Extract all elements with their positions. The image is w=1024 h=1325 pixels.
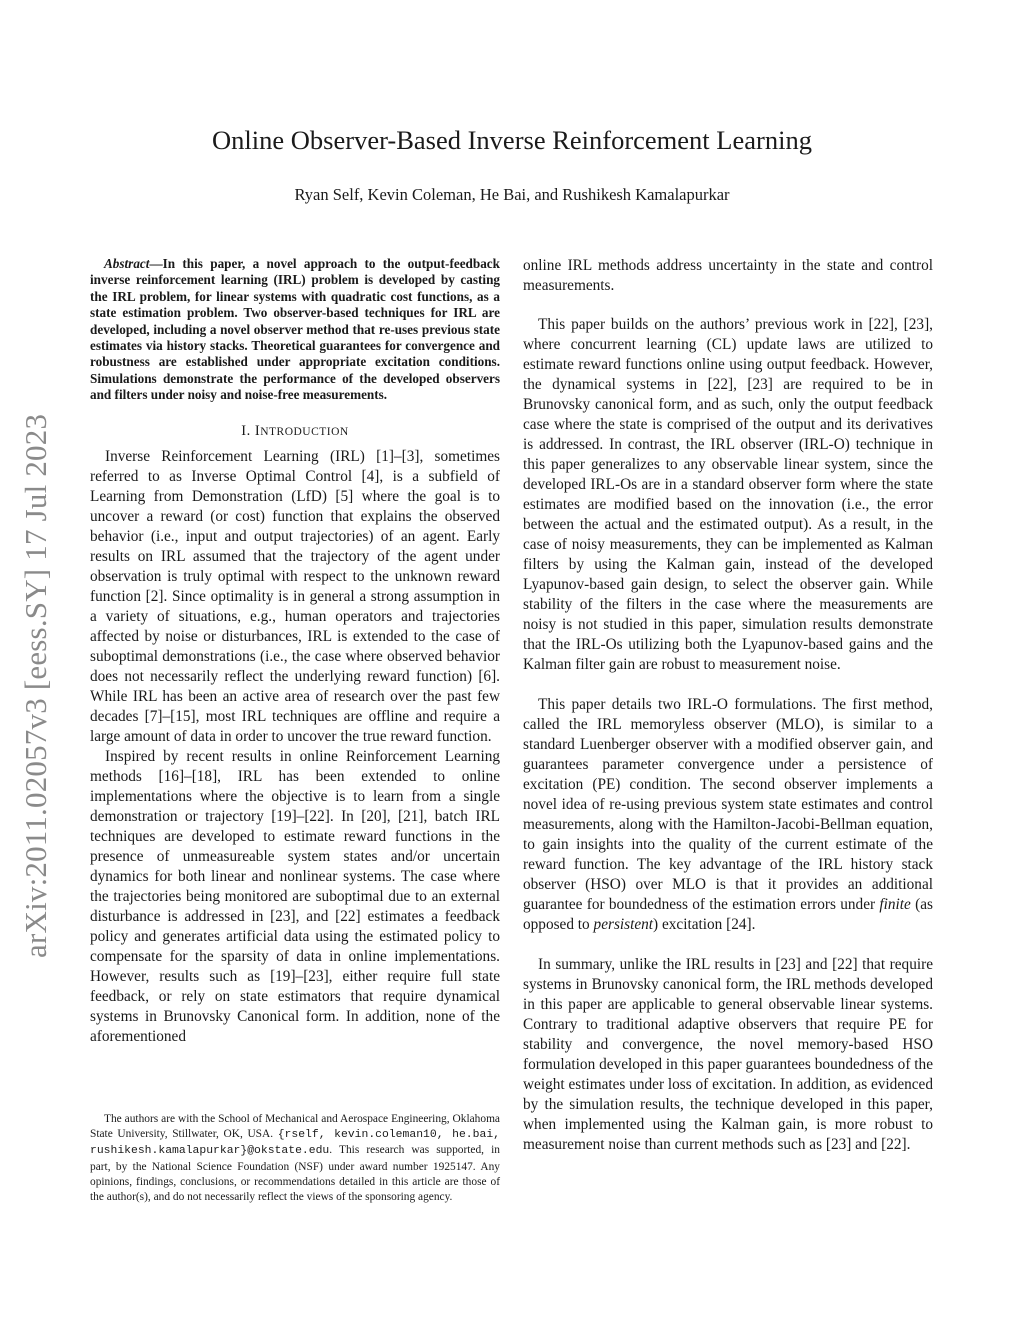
- paragraph-text: (as opposed to: [523, 896, 933, 933]
- section-title-rest: NTRODUCTION: [260, 425, 349, 438]
- emphasis-persistent: persistent: [593, 916, 654, 933]
- right-column: [523, 256, 933, 1175]
- intro-paragraph-3: This paper builds on the authors’ previous work in [22], [23], where concurrent learning (CL) update laws are utilized to estimate reward functions online using output feedback. However, the dynamical systems in [22], [23] are required to be in Brunovsky canonical form, and as such, only the output feedback case where the state is comprised of the output and its derivatives is addressed. In contrast, the IRL observer (IRL-O) technique in this paper generalizes to any observable linear system, since the developed IRL-Os are in a standard observer form where the state estimates are modified based on the innovation (i.e., the error between the actual and the estimated output). As a result, in the case of noisy measurements, they can be implemented as Kalman filters by using the Kalman gain, instead of the developed Lyapunov-based gain design, to select the observer gain. While stability of the filters in the case where the measurements are noisy is not studied in this paper, simulation results demonstrate that the IRL-Os utilizing both the Lyapunov-based gains and the Kalman filter gain are robust to measurement noise.: [523, 316, 933, 673]
- abstract: [90, 256, 500, 404]
- arxiv-identifier: arXiv:2011.02057v3 [eess.SY] 17 Jul 2023: [18, 413, 53, 958]
- section-heading-introduction: [90, 421, 500, 442]
- section-number: I.: [241, 422, 255, 439]
- emphasis-finite: finite: [879, 896, 911, 913]
- abstract-text: In this paper, a novel approach to the output-feedback inverse reinforcement learning (IRL) problem is developed by casting the IRL problem, for linear systems with quadratic cost functions, as a state estimation problem. Two observer-based techniques for IRL are developed, including a novel observer method that re-uses previous state estimates via history stacks. Theoretical guarantees for convergence and robustness are established under appropriate excitation conditions. Simulations demonstrate the performance of the developed observers and filters under noisy and noise-free measurements.: [90, 256, 500, 403]
- abstract-dash: —: [149, 256, 163, 271]
- section-title-initial: I: [254, 422, 261, 439]
- intro-paragraph-2: Inspired by recent results in online Reinforcement Learning methods [16]–[18], IRL has been extended to online implementations where the objective is to learn from a single demonstration or trajectory [19]–[22]. In [20], [21], batch IRL techniques are developed to estimate reward functions in the presence of unmeasureable system states and/or uncertain dynamics for both linear and nonlinear systems. The case where the trajectories being monitored are suboptimal due to an external disturbance is addressed in [23], and [22] estimates a feedback policy and generates artificial data using the estimated policy to compensate for the sparsity of data in online implementations. However, results such as [19]–[23], either require full state feedback, or rely on state estimators that require dynamical systems in Brunovsky Canonical form. In addition, none of the aforementioned: [90, 747, 500, 1045]
- footnote-text: [90, 1112, 500, 1205]
- footnote-funding: . This research was supported, in part, by the National Science Foundation (NSF) under award number 1925147. Any opinions, findings, conclusions, or recommendations detailed in this article are those of the author(s), and do not necessarily reflect the views of the sponsoring agency.: [90, 1144, 500, 1204]
- paragraph-text: ) excitation [24].: [653, 916, 756, 933]
- intro-paragraph-1: Inverse Reinforcement Learning (IRL) [1]–[3], sometimes referred to as Inverse Optimal Control [4], is a subfield of Learning from Demonstration (LfD) [5] where the goal is to uncover a reward (or cost) function that explains the observed behavior (i.e., input and output trajectories) of an agent. Early results on IRL assumed that the trajectory of the agent under observation is truly optimal with respect to the unknown reward function [2]. Since optimality is in general a strong assumption in a variety of situations, e.g., human operators and trajectories affected by noise or disturbances, IRL is extended to the case of suboptimal demonstrations (i.e., the case where observed behavior does not necessarily reflect the underlying reward function) [6]. While IRL has been an active area of research over the past few decades [7]–[15], most IRL techniques are offline and require a large amount of data in order to uncover the true reward function.: [90, 447, 500, 745]
- intro-paragraph-2-continued: online IRL methods address uncertainty in the state and control measurements.: [523, 257, 933, 294]
- author-list: Ryan Self, Kevin Coleman, He Bai, and Rushikesh Kamalapurkar: [294, 185, 730, 204]
- author-footnote: [90, 1112, 500, 1205]
- paper-title: Online Observer-Based Inverse Reinforcement Learning: [212, 125, 812, 155]
- footnote-affiliation: The authors are with the School of Mechanical and Aerospace Engineering, Oklahoma State University, Stillwater, OK, USA.: [90, 1113, 500, 1141]
- left-column: [90, 256, 500, 1047]
- intro-paragraph-5: In summary, unlike the IRL results in [23] and [22] that require systems in Brunovsky canonical form, the IRL methods developed in this paper are applicable to general observable linear systems. Contrary to traditional adaptive observers that require PE for stability and convergence, the novel memory-based HSO formulation developed in this paper guarantees boundedness of the weight estimates under loss of excitation. In addition, as evidenced by the simulation results, the technique developed in this paper, when implemented using the Kalman gain, is more robust to measurement noise than current methods such as [23] and [22].: [523, 956, 933, 1153]
- intro-paragraph-4: [523, 695, 933, 935]
- footnote-emails: {rself, kevin.coleman10, he.bai, rushikesh.kamalapurkar}@okstate.edu: [90, 1129, 500, 1158]
- abstract-label: Abstract: [104, 256, 150, 271]
- paragraph-text: This paper details two IRL-O formulations. The first method, called the IRL memoryless observer (MLO), is similar to a standard Luenberger observer with a modified observer gain, and guarantees parameter convergence under a persistence of excitation (PE) condition. The second observer implements a novel idea of re-using previous system state estimates and control measurements, along with the Hamilton-Jacobi-Bellman equation, to gain insights into the quality of the current estimate of the reward function. The key advantage of the IRL history stack observer (HSO) over MLO is that it provides an additional guarantee for boundedness of the estimation errors under: [523, 696, 933, 913]
